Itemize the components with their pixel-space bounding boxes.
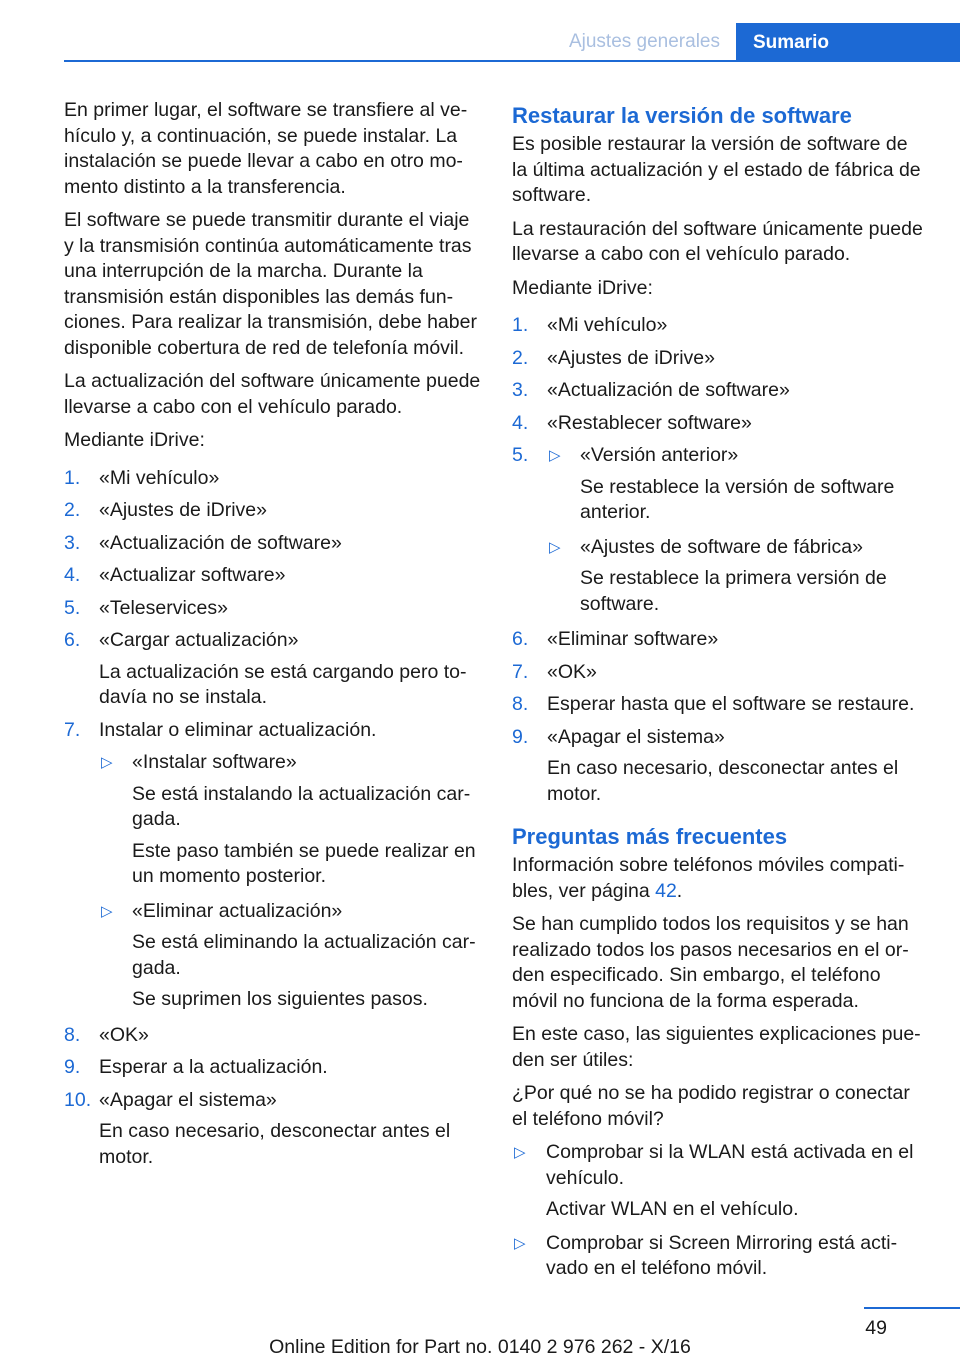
faq-bullet-list (512, 1140, 928, 1282)
list-item (64, 498, 482, 524)
paragraph: En este caso, las siguientes explicaciones pueden ser útiles: (512, 1023, 921, 1071)
step-text: Instalar o eliminar actualización. (99, 718, 377, 741)
list-item (512, 443, 928, 617)
step-text: «Ajustes de iDrive» (99, 499, 267, 521)
list-item (64, 718, 482, 1013)
step-number: 3. (64, 531, 81, 554)
right-steps-list (512, 313, 928, 807)
step-number: 6. (512, 628, 529, 650)
step-text: «Apagar el sistema» (99, 1088, 277, 1111)
sub-item-note: Este paso también se puede realizar en un momento posterior. (132, 839, 476, 887)
paragraph: Mediante iDrive: (64, 429, 205, 451)
sub-list-item (99, 899, 482, 1013)
sub-item-note: Se está instalando la actualización cargada. (132, 782, 471, 830)
left-column (64, 98, 482, 1177)
list-item (512, 725, 928, 808)
step-number: 4. (512, 411, 529, 434)
step-text: «Eliminar software» (547, 628, 719, 650)
sub-item-text: «Versión anterior» (580, 444, 739, 466)
header-section-title: Ajustes generales (568, 31, 720, 52)
step-note: La actualización se está cargando pero todavía no se instala. (99, 660, 467, 708)
triangle-right-outline-icon: ▷ (101, 902, 113, 920)
triangle-right-outline-icon: ▷ (549, 538, 561, 556)
bullet-item (512, 1231, 928, 1282)
header-rule (64, 60, 960, 62)
paragraph: La actualización del software únicamente puede llevarse a cabo con el vehículo parado. (64, 370, 481, 418)
sub-item-note: Se está eliminando la actualización cargada. (132, 931, 476, 979)
list-item (512, 378, 928, 404)
step-text: «Restablecer software» (547, 411, 752, 434)
triangle-right-outline-icon: ▷ (514, 1234, 526, 1252)
bullet-item (512, 1140, 928, 1223)
sub-item-text: «Ajustes de software de fábrica» (580, 535, 863, 558)
step-number: 1. (512, 314, 529, 336)
list-item (64, 531, 482, 557)
list-item (512, 313, 928, 339)
sub-list-item (547, 443, 928, 526)
paragraph: Mediante iDrive: (512, 276, 653, 299)
sub-item-text: «Eliminar actualización» (132, 899, 343, 922)
step-text: Esperar a la actualización. (99, 1056, 328, 1078)
section-heading-restore: Restaurar la versión de software (512, 103, 852, 128)
list-item (512, 660, 928, 686)
footer-rule (864, 1307, 960, 1309)
step-text: «Actualizar software» (99, 564, 286, 586)
step-note: En caso necesario, desconectar antes el motor. (99, 1120, 451, 1168)
step-text: «Teleservices» (99, 596, 228, 619)
sub-item-note: Se restablece la primera versión de software. (580, 567, 887, 615)
faq-text-end: . (676, 879, 683, 902)
list-item (512, 692, 928, 718)
faq-text: Información sobre teléfonos móviles compatibles, ver página (512, 854, 905, 902)
section-heading-faq: Preguntas más frecuentes (512, 824, 788, 849)
sub-list-item (547, 535, 928, 618)
paragraph: ¿Por qué no se ha podido registrar o conectar el teléfono móvil? (512, 1082, 910, 1130)
page-link[interactable]: 42 (655, 879, 677, 902)
list-item (64, 596, 482, 622)
step-number: 3. (512, 379, 529, 401)
step-text: «Cargar actualización» (99, 629, 299, 651)
page-header (0, 0, 960, 62)
triangle-right-outline-icon: ▷ (101, 754, 113, 771)
step-number: 7. (64, 718, 81, 741)
list-item (64, 1088, 482, 1171)
list-item (64, 1055, 482, 1081)
step-number: 5. (64, 596, 81, 619)
list-item (64, 563, 482, 589)
step-text: «Actualización de software» (547, 379, 790, 401)
list-item (512, 411, 928, 437)
sub-list-item (99, 750, 482, 890)
paragraph: Es posible restaurar la versión de software de la última actualización y el estado de fábrica de software. (512, 133, 921, 206)
step-number: 8. (64, 1023, 81, 1046)
list-item (512, 346, 928, 372)
list-item (512, 627, 928, 653)
bullet-text: Comprobar si la WLAN está activada en el vehículo. (546, 1141, 914, 1189)
paragraph: En primer lugar, el software se transfiere al vehículo y, a continuación, se puede instalar. La instalación se puede llevar a cabo en otro momento distinto a la transferencia. (64, 99, 468, 198)
step-number: 7. (512, 660, 529, 683)
edition-footer: Online Edition for Part no. 0140 2 976 262 - X/16 (269, 1336, 691, 1358)
step-text: «Mi vehículo» (99, 466, 220, 489)
right-column (512, 98, 928, 1290)
triangle-right-outline-icon: ▷ (514, 1144, 526, 1161)
step-number: 5. (512, 444, 529, 466)
step-number: 4. (64, 564, 81, 586)
list-item (64, 466, 482, 492)
step-text: «Apagar el sistema» (547, 725, 725, 748)
step-text: «OK» (99, 1023, 149, 1046)
step-note: En caso necesario, desconectar antes el motor. (547, 757, 899, 805)
paragraph (512, 853, 928, 904)
step-text: «OK» (547, 660, 597, 683)
step-number: 6. (64, 629, 81, 651)
step-number: 1. (64, 466, 81, 489)
step-text: Esperar hasta que el software se restaure. (547, 693, 915, 715)
list-item (64, 1023, 482, 1049)
sub-list (99, 750, 482, 1013)
paragraph: La restauración del software únicamente puede llevarse a cabo con el vehículo parado. (512, 217, 923, 265)
step-number: 2. (512, 346, 529, 369)
header-tab-sumario[interactable]: Sumario (736, 23, 960, 62)
step-number: 10. (64, 1088, 92, 1111)
step-number: 9. (64, 1056, 81, 1078)
step-number: 2. (64, 499, 81, 521)
sub-item-note: Se restablece la versión de software anterior. (580, 475, 895, 523)
triangle-right-outline-icon: ▷ (549, 447, 561, 464)
left-steps-list (64, 466, 482, 1171)
bullet-text: Comprobar si Screen Mirroring está activado en el teléfono móvil. (546, 1231, 898, 1279)
step-text: «Mi vehículo» (547, 314, 668, 336)
list-item (64, 628, 482, 711)
paragraph: Se han cumplido todos los requisitos y se han realizado todos los pasos necesarios en el orden especificado. Sin embargo, el teléfono móvil no funciona de la forma esperada. (512, 913, 909, 1012)
step-number: 8. (512, 693, 529, 715)
step-text: «Actualización de software» (99, 531, 342, 554)
step-text: «Ajustes de iDrive» (547, 346, 715, 369)
sub-item-note: Se suprimen los siguientes pasos. (132, 988, 428, 1010)
bullet-note: Activar WLAN en el vehículo. (546, 1198, 799, 1220)
step-number: 9. (512, 725, 529, 748)
page-number: 49 (865, 1317, 887, 1339)
sub-list (547, 443, 928, 617)
sub-item-text: «Instalar software» (132, 751, 297, 773)
paragraph: El software se puede transmitir durante el viaje y la transmisión continúa automáticamente tras una interrupción de la marcha. Durante la transmisión están disponibles las demás funciones. Para realizar la transmisión, debe haber disponible cobertura de red de telefonía móvil. (64, 209, 477, 359)
